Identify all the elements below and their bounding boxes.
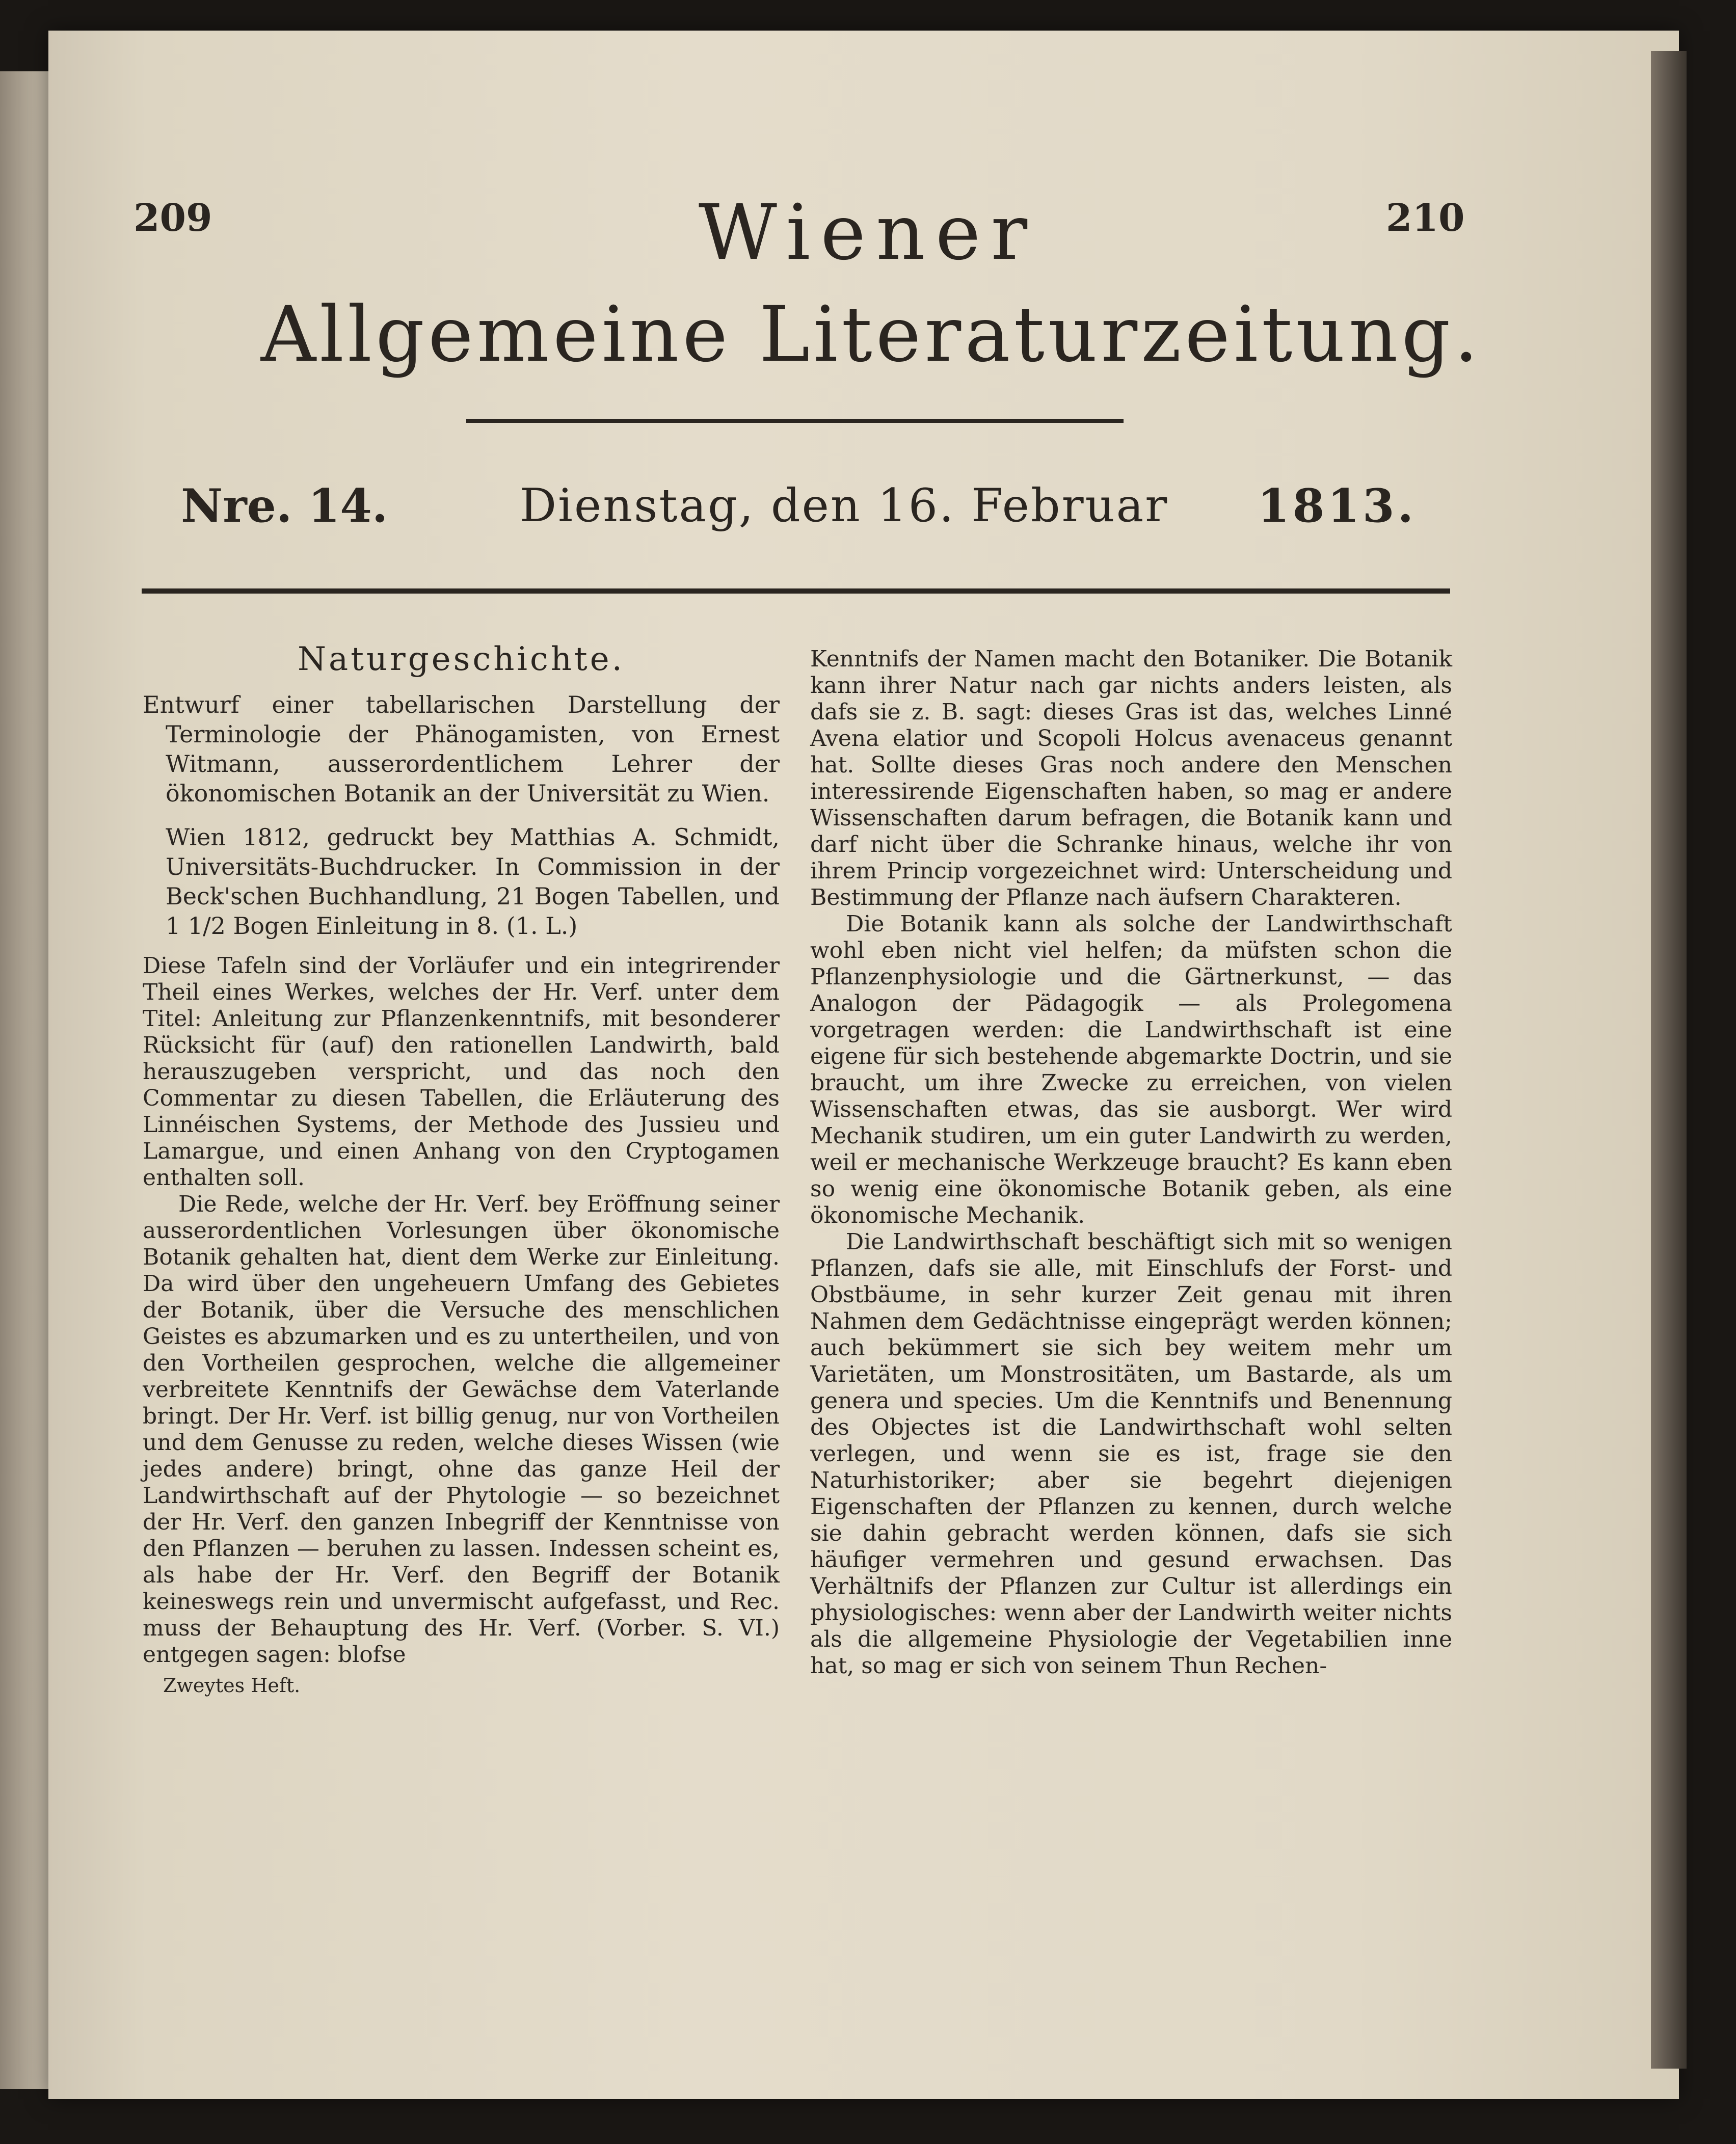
- left-paragraph-2: Die Rede, welche der Hr. Verf. bey Eröffnung seiner ausserordentlichen Vorlesungen über ökonomische Botanik gehalten hat, dient dem Werke zur Einleitung. Da wird über den ungeheuern Umfang des Gebietes der Botanik, über die Versuche des menschlichen Geistes es abzumarken und es zu untertheilen, und von den Vortheilen gesprochen, welche die allgemeiner verbreitete Kenntnifs der Gewächse dem Vaterlande bringt. Der Hr. Verf. ist billig genug, nur von Vortheilen und dem Genusse zu reden, welche dieses Wissen (wie jedes andere) bringt, ohne das ganze Heil der Landwirthschaft auf der Phytologie — so bezeichnet der Hr. Verf. den ganzen Inbegriff der Kenntnisse von den Pflanzen — beruhen zu lassen. Indessen scheint es, als habe der Hr. Verf. den Begriff der Botanik keineswegs rein und unvermischt aufgefasst, und Rec. muss der Behauptung des Hr. Verf. (Vorber. S. VI.) entgegen sagen: blofse: [143, 1191, 780, 1668]
- issue-date: Dienstag, den 16. Februar: [520, 479, 1169, 532]
- issue-year: 1813.: [1258, 479, 1417, 533]
- left-column: [143, 640, 780, 1699]
- masthead-line1: Wiener: [698, 189, 1038, 277]
- section-heading: Naturgeschichte.: [298, 640, 625, 678]
- right-paragraph-2: Die Botanik kann als solche der Landwirthschaft wohl eben nicht viel helfen; da müfsten schon die Pflanzenphysiologie und die Gärtnerkunst, — das Analogon der Pädagogik — als Prolegomena vorgetragen werden: die Landwirthschaft ist eine eigene für sich bestehende abgemarkte Doctrin, und sie braucht, um ihre Zwecke zu erreichen, von vielen Wissenschaften etwas, das sie ausborgt. Wer wird Mechanik studiren, um ein guter Landwirth zu werden, weil er mechanische Werkzeuge braucht? Es kann eben so wenig eine ökonomische Botanik geben, als eine ökonomische Mechanik.: [810, 911, 1452, 1228]
- masthead-line2: Allgemeine Literaturzeitung.: [260, 290, 1482, 379]
- right-paragraph-3: Die Landwirthschaft beschäftigt sich mit so wenigen Pflanzen, dafs sie alle, mit Einschlufs der Forst- und Obstbäume, in sehr kurzer Zeit genau mit ihren Nahmen dem Gedächtnisse eingeprägt werden können; auch bekümmert sie sich bey weitem mehr um Varietäten, um Monstrositäten, um Bastarde, als um genera und species. Um die Kenntnifs und Benennung des Objectes ist die Landwirthschaft wohl selten verlegen, und wenn sie es ist, frage sie den Naturhistoriker; aber sie begehrt diejenigen Eigenschaften der Pflanzen zu kennen, durch welche sie dahin gebracht werden können, dafs sie sich häufiger vermehren und gesund erwachsen. Das Verhältnifs der Pflanzen zur Cultur ist allerdings ein physiologisches: wenn aber der Landwirth weiter nichts als die allgemeine Physiologie der Vegetabilien inne hat, so mag er sich von seinem Thun Rechen-: [810, 1229, 1452, 1679]
- masthead-rule: [466, 419, 1124, 423]
- review-entry-reference: Wien 1812, gedruckt bey Matthias A. Schmidt, Universitäts-Buchdrucker. In Commission in der Beck'schen Buchhandlung, 21 Bogen Tabellen, und 1 1/2 Bogen Einleitung in 8. (1. L.): [166, 823, 780, 940]
- right-column: [810, 646, 1452, 1679]
- page-number-left: 209: [133, 196, 212, 240]
- header-rule: [142, 588, 1450, 594]
- adjacent-page-edge: [0, 71, 56, 2089]
- right-paragraph-1: Kenntnifs der Namen macht den Botaniker. Die Botanik kann ihrer Natur nach gar nichts anders leisten, als dafs sie z. B. sagt: dieses Gras ist das, welches Linné Avena elatior und Scopoli Holcus avenaceus genannt hat. Sollte dieses Gras noch andere den Menschen interessirende Eigenschaften haben, so mag er andere Wissenschaften darum befragen, die Botanik kann und darf nicht über die Schranke hinaus, welche ihr von ihrem Princip vorgezeichnet wird: Unterscheidung und Bestimmung der Pflanze nach äufsern Charakteren.: [810, 646, 1452, 910]
- issue-line: [181, 479, 1417, 535]
- left-paragraph-1: Diese Tafeln sind der Vorläufer und ein integrirender Theil eines Werkes, welches der Hr. Verf. unter dem Titel: Anleitung zur Pflanzenkenntnifs, mit besonderer Rücksicht für (auf) den rationellen Landwirth, bald herauszugeben verspricht, und das noch den Commentar zu diesen Tabellen, die Erläuterung des Linnéischen Systems, der Methode des Jussieu und Lamargue, und einen Anhang von den Cryptogamen enthalten soll.: [143, 953, 780, 1191]
- page-number-right: 210: [1386, 196, 1465, 240]
- page-stack-edge: [1651, 51, 1687, 2069]
- review-entry-title: Entwurf einer tabellarischen Darstellung der Terminologie der Phänogamisten, von Ernest Witmann, ausserordentlichem Lehrer der ökonomischen Botanik an der Universität zu Wien.: [143, 691, 780, 807]
- signature-footer: Zweytes Heft.: [163, 1674, 301, 1697]
- issue-number: Nre. 14.: [181, 479, 388, 533]
